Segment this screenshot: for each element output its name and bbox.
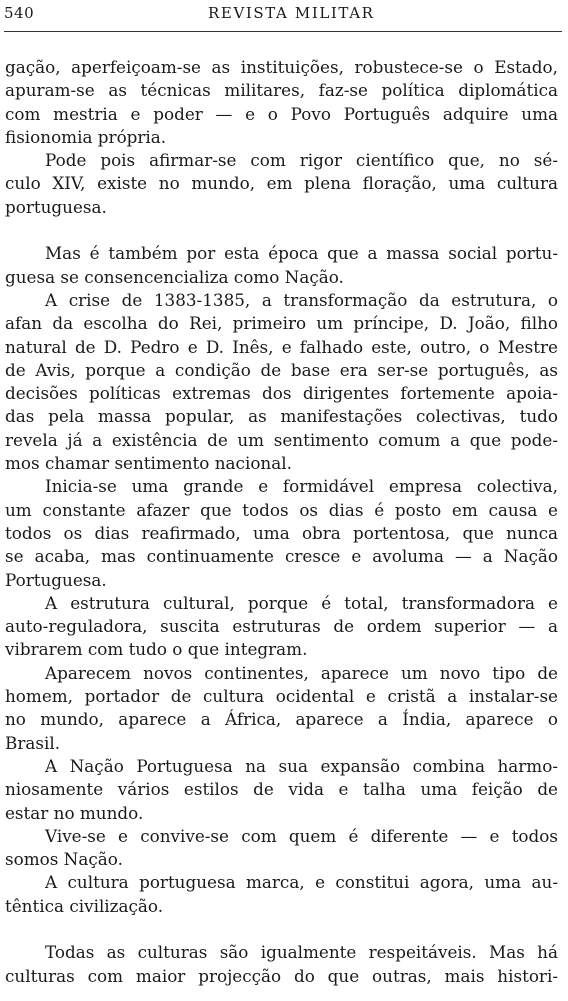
text-line: guesa se consencencializa como Nação. — [5, 266, 344, 287]
text-line: A crise de 1383-1385, a transformação da estrutura, o — [45, 289, 558, 310]
text-line: somos Nação. — [5, 849, 123, 870]
text-line: apuram-se as técnicas militares, faz-se política diplomática — [5, 80, 558, 101]
text-line: Pode pois afirmar-se com rigor científico que, no sé- — [45, 150, 558, 171]
paragraph-gap — [5, 918, 558, 941]
text-line: natural de D. Pedro e D. Inês, e falhado este, outro, o Mestre — [5, 336, 558, 357]
text-line: Brasil. — [5, 732, 61, 753]
text-line: gação, aperfeiçoam-se as instituições, robustece-se o Estado, — [5, 57, 558, 77]
header-rule — [4, 31, 562, 32]
text-line: estar no mundo. — [5, 802, 144, 823]
page-header — [4, 4, 560, 28]
text-line: se acaba, mas continuamente cresce e avoluma — a Nação — [5, 546, 558, 567]
text-line: homem, portador de cultura ocidental e cristã a instalar-se — [5, 686, 558, 707]
text-line: vibrarem com tudo o que integram. — [5, 639, 308, 660]
text-line: Mas é também por esta época que a massa social portu- — [45, 243, 558, 264]
text-line: fisionomia própria. — [5, 126, 167, 147]
text-line: revela já a existência de um sentimento comum a que pode- — [5, 429, 558, 450]
text-line: Portuguesa. — [5, 569, 107, 590]
text-line: um constante afazer que todos os dias é posto em causa e — [5, 499, 558, 520]
paragraph-gap — [5, 219, 558, 242]
text-line: A Nação Portuguesa na sua expansão combina harmo- — [45, 755, 558, 776]
text-line: têntica civilização. — [5, 895, 164, 916]
text-line: Vive-se e convive-se com quem é diferente — e todos — [45, 825, 558, 846]
text-line: mos chamar sentimento nacional. — [5, 453, 292, 474]
text-line: culo XIV, existe no mundo, em plena floração, uma cultura — [5, 173, 558, 194]
text-line: afan da escolha do Rei, primeiro um príncipe, D. João, filho — [5, 313, 558, 334]
text-line: Inicia-se uma grande e formidável empresa colectiva, — [45, 476, 558, 497]
text-line: portuguesa. — [5, 196, 107, 217]
running-title: REVISTA MILITAR — [208, 4, 375, 22]
text-line: de Avis, porque a condição de base era ser-se português, as — [5, 359, 558, 380]
text-line: niosamente vários estilos de vida e talha uma feição de — [5, 779, 558, 800]
text-line: no mundo, aparece a África, aparece a Índia, aparece o — [5, 709, 558, 730]
text-line: Aparecem novos continentes, aparece um novo tipo de — [45, 662, 558, 683]
text-line: decisões políticas extremas dos dirigentes fortemente apoia- — [5, 383, 558, 404]
page-number: 540 — [4, 4, 35, 22]
text-line: culturas com maior projecção do que outras, mais histori- — [5, 965, 558, 986]
text-line: das pela massa popular, as manifestações colectivas, tudo — [5, 406, 558, 427]
text-line: auto-reguladora, suscita estruturas de ordem superior — a — [5, 616, 558, 637]
body-text — [5, 56, 558, 988]
text-line: A cultura portuguesa marca, e constitui agora, uma au- — [45, 872, 558, 893]
text-line: todos os dias reafirmado, uma obra portentosa, que nunca — [5, 522, 558, 543]
text-line: A estrutura cultural, porque é total, transformadora e — [45, 592, 558, 613]
text-line: com mestria e poder — e o Povo Português adquire uma — [5, 103, 558, 124]
text-line: Todas as culturas são igualmente respeitáveis. Mas há — [45, 942, 558, 963]
